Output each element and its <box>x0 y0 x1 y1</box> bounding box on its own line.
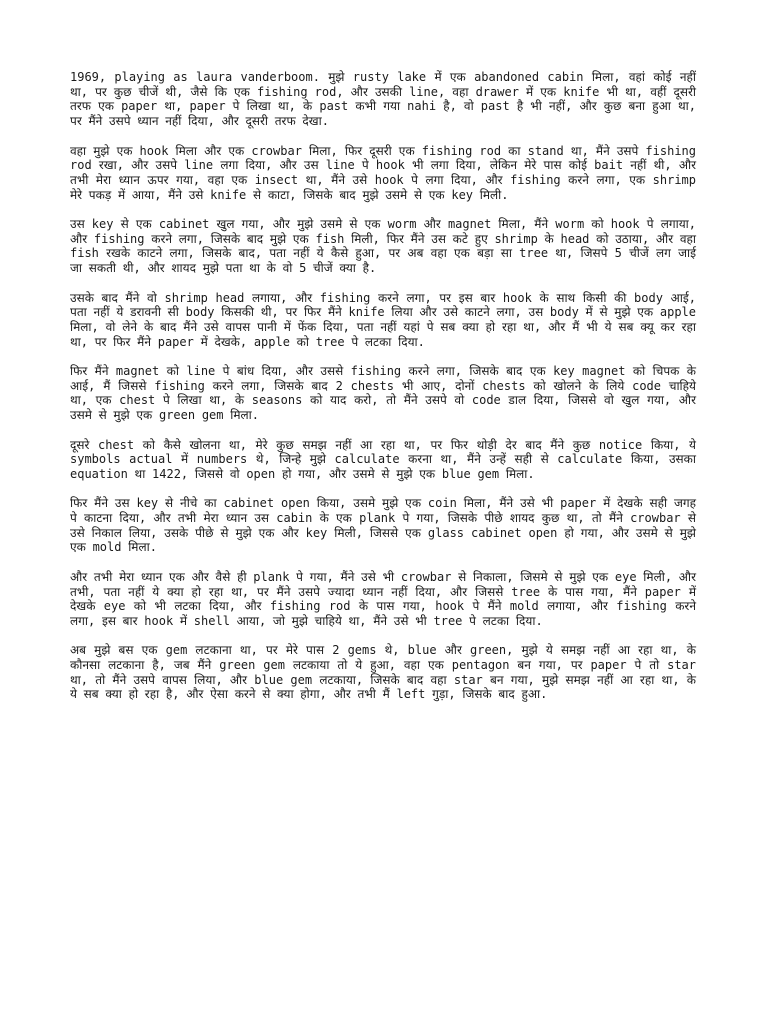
document-page <box>70 70 696 717</box>
paragraph-4: उसके बाद मैंने वो shrimp head लगाया, और fishing करने लगा, पर इस बार hook के साथ किसी की body आई, पता नहीं ये डरावनी सी body किसकी थी, पर फिर मैंने knife लिया और उसे काटने लगा, उस body में से मुझे एक apple मिला, वो लेने के बाद मैंने उसे वापस पानी में फेंक दिया, पता नहीं यहां पे सब क्या हो रहा था, और मैं भी ये सब क्यू कर रहा था, पर फिर मैंने paper में देखके, apple को tree पे लटका दिया. <box>70 290 696 349</box>
paragraph-8: और तभी मेरा ध्यान एक और वैसे ही plank पे गया, मैंने उसे भी crowbar से निकाला, जिसमे से मुझे एक eye मिली, और तभी, पता नहीं ये क्या हो रहा था, पर मैंने उसपे ज्यादा ध्यान नहीं दिया, और जिससे tree के पास गया, मैंने paper में देखके eye को भी लटका दिया, और fishing rod के पास गया, hook पे मैंने mold लगाया, और fishing करने लगा, इस बार hook में shell आया, जो मुझे चाहिये था, मैंने उसे भी tree पे लटका दिया. <box>70 569 696 628</box>
paragraph-1: 1969, playing as laura vanderboom. मुझे rusty lake में एक abandoned cabin मिला, वहां कोई नहीं था, पर कुछ चीजें थी, जैसे कि एक fishing rod, और उसकी line, वहा drawer में एक knife भी था, वहीं दूसरी तरफ एक paper था, paper पे लिखा था, के past कभी गया nahi है, वो past है भी नहीं, और कुछ बना हुआ था, पर मैंने उसपे ध्यान नहीं दिया, और दूसरी तरफ देखा. <box>70 70 696 129</box>
paragraph-9: अब मुझे बस एक gem लटकाना था, पर मेरे पास 2 gems थे, blue और green, मुझे ये समझ नहीं आ रहा था, के कौनसा लटकाना है, जब मैंने green gem लटकाया तो ये हुआ, वहा एक pentagon बन गया, पर paper पे तो star था, तो मैंने उसपे वापस लिया, और blue gem लटकाया, जिसके बाद वहा star बन गया, मुझे समझ नहीं आ रहा था, के ये सब क्या हो रहा है, और ऐसा करने से क्या होगा, और तभी मैं left गुड़ा, जिसके बाद हुआ. <box>70 643 696 702</box>
paragraph-7: फिर मैंने उस key से नीचे का cabinet open किया, उसमे मुझे एक coin मिला, मैंने उसे भी paper में देखके सही जगह पे काटना दिया, और तभी मेरा ध्यान उस cabin के एक plank पे गया, जिसके पीछे शायद कुछ था, तो मैंने crowbar से उसे निकाल लिया, उसके पीछे से मुझे एक और key मिली, जिससे एक glass cabinet open हो गया, और उसमे से मुझे एक mold मिला. <box>70 496 696 555</box>
paragraph-2: वहा मुझे एक hook मिला और एक crowbar मिला, फिर दूसरी एक fishing rod का stand था, मैंने उसपे fishing rod रखा, और उसपे line लगा दिया, और उस line पे hook भी लगा दिया, लेकिन मेरे पास कोई bait नहीं थी, और तभी मेरा ध्यान ऊपर गया, वहा एक insect था, मैंने उसे hook पे लगा दिया, और fishing करने लगा, एक shrimp मेरे पकड़ में आया, मैंने उसे knife से काटा, जिसके बाद मुझे उसमे से एक key मिली. <box>70 143 696 202</box>
paragraph-5: फिर मैंने magnet को line पे बांध दिया, और उससे fishing करने लगा, जिसके बाद एक key magnet को चिपक के आई, मैं जिससे fishing करने लगा, जिसके बाद 2 chests भी आए, दोनों chests को खोलने के लिये code चाहिये था, एक chest पे लिखा था, के seasons को याद करो, तो मैंने उसपे वो code डाल दिया, जिससे वो खुल गया, और उसमे से मुझे एक green gem मिला. <box>70 364 696 423</box>
paragraph-6: दूसरे chest को कैसे खोलना था, मेरे कुछ समझ नहीं आ रहा था, पर फिर थोड़ी देर बाद मैंने कुछ notice किया, ये symbols actual में numbers थे, जिन्हे मुझे calculate करना था, मैंने उन्हें सही से calculate किया, उसका equation था 1422, जिससे वो open हो गया, और उसमे से मुझे एक blue gem मिला. <box>70 437 696 481</box>
paragraph-3: उस key से एक cabinet खुल गया, और मुझे उसमे से एक worm और magnet मिला, मैंने worm को hook पे लगाया, और fishing करने लगा, जिसके बाद मुझे एक fish मिली, फिर मैंने उस कटे हुए shrimp के head को उठाया, और वहा fish रखके काटने लगा, जिसके बाद, पता नहीं ये कैसे हुआ, पर अब वहा एक बड़ा सा tree था, जिसपे 5 चीजें लग जाई जा सकती थी, और शायद मुझे पता था के वो 5 चीजें क्या है. <box>70 217 696 276</box>
